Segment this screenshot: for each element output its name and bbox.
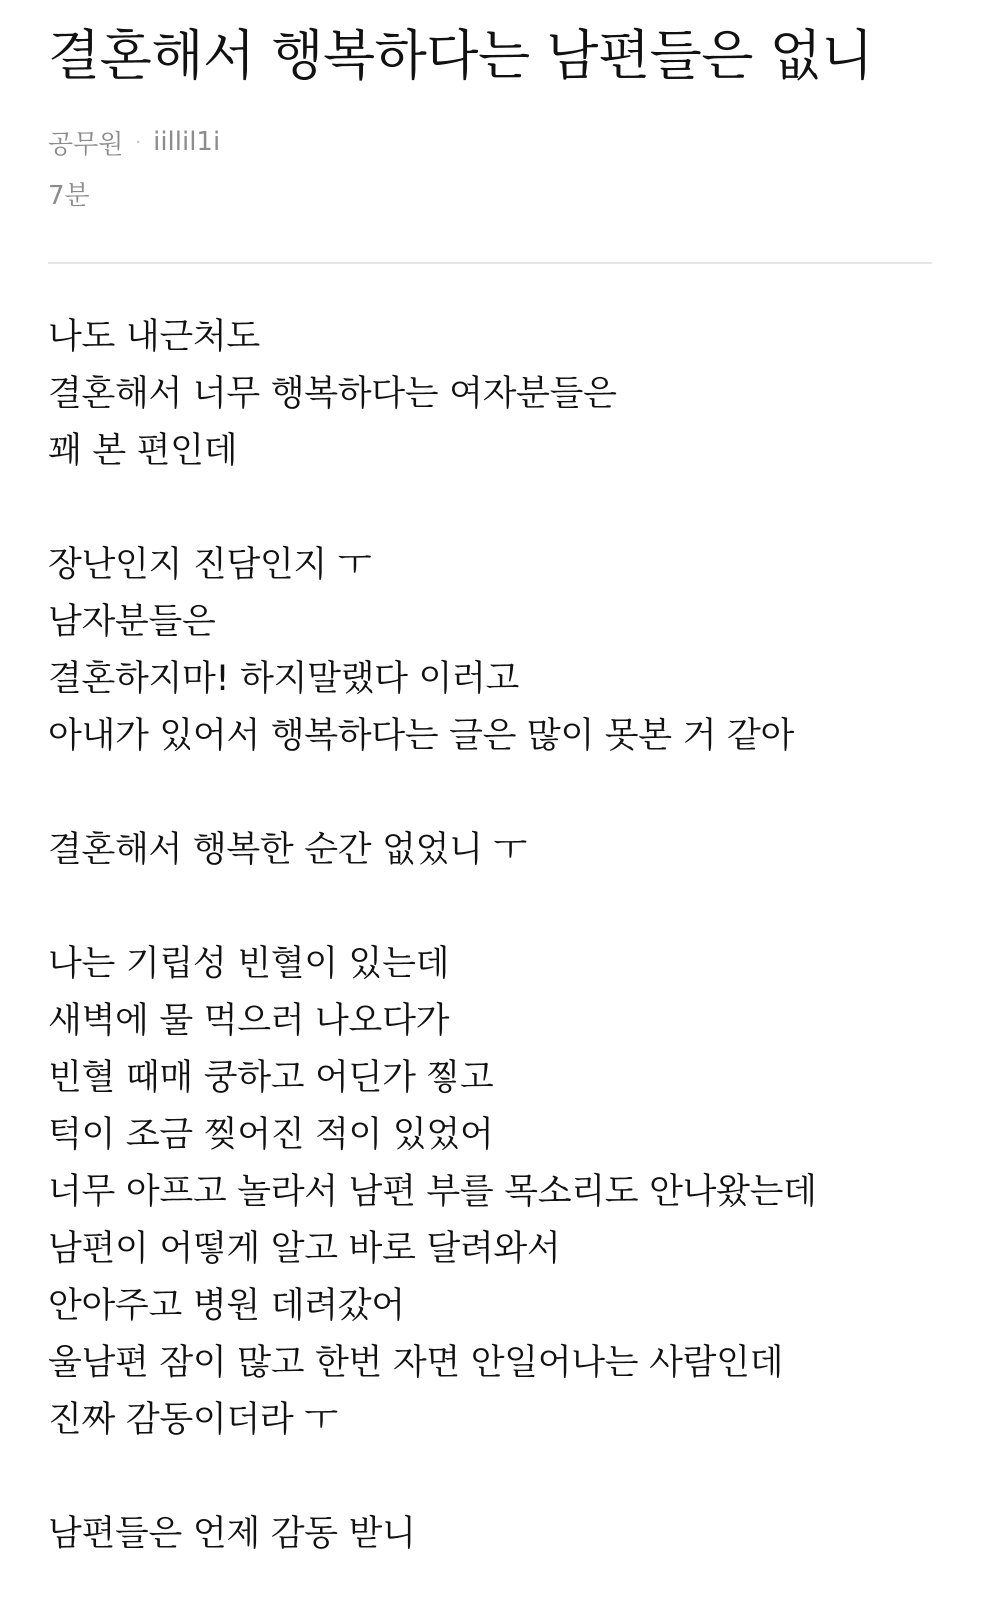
body-line: 진짜 감동이더라 ㅜ: [48, 1400, 338, 1440]
post-meta: [48, 120, 220, 164]
body-blank-line: [48, 1449, 978, 1506]
body-blank-line: [48, 879, 978, 936]
meta-separator: ·: [135, 131, 142, 153]
body-line: 아내가 있어서 행복하다는 글은 많이 못본 거 같아: [48, 716, 794, 756]
body-line: 안아주고 병원 데려갔어: [48, 1286, 405, 1326]
post-timestamp: 7분: [48, 181, 90, 211]
divider: [48, 262, 932, 264]
author-name[interactable]: iillil1i: [153, 127, 221, 157]
body-line: 새벽에 물 먹으러 나오다가: [48, 1001, 450, 1041]
body-line: 나는 기립성 빈혈이 있는데: [48, 944, 450, 984]
post-body: [48, 309, 978, 1563]
body-line: 턱이 조금 찢어진 적이 있었어: [48, 1115, 494, 1155]
body-line: 남편들은 언제 감동 받니: [48, 1514, 416, 1554]
body-line: 결혼해서 너무 행복하다는 여자분들은: [48, 374, 617, 414]
post-title: 결혼해서 행복하다는 남편들은 없니: [48, 24, 873, 87]
body-line: 결혼하지마! 하지말랬다 이러고: [48, 659, 520, 699]
body-line: 장난인지 진담인지 ㅜ: [48, 545, 372, 585]
body-line: 나도 내근처도: [48, 317, 260, 357]
category-link[interactable]: 공무원: [48, 129, 124, 160]
body-line: 남편이 어떻게 알고 바로 달려와서: [48, 1229, 561, 1269]
body-line: 너무 아프고 놀라서 남편 부를 목소리도 안나왔는데: [48, 1172, 817, 1212]
body-blank-line: [48, 765, 978, 822]
body-line: 빈혈 때매 쿵하고 어딘가 찧고: [48, 1058, 494, 1098]
body-line: 울남편 잠이 많고 한번 자면 안일어나는 사람인데: [48, 1343, 784, 1383]
body-line: 남자분들은: [48, 602, 216, 642]
body-line: 꽤 본 편인데: [48, 431, 238, 471]
body-line: 결혼해서 행복한 순간 없었니 ㅜ: [48, 830, 527, 870]
body-blank-line: [48, 480, 978, 537]
